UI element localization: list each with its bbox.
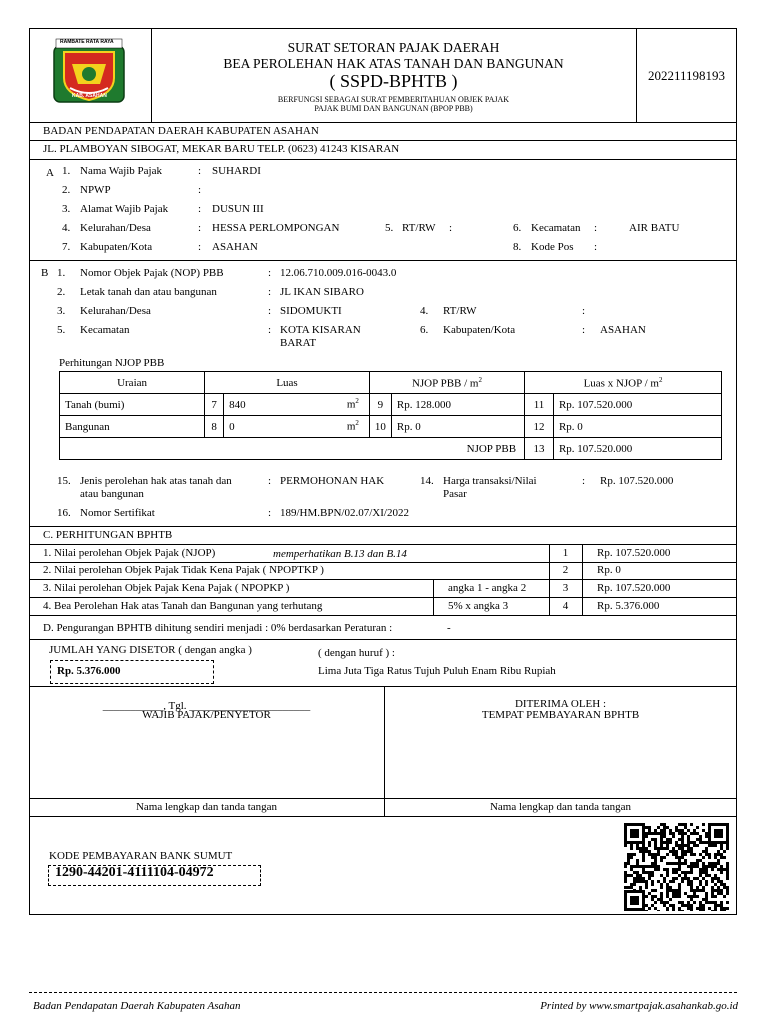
cell-number: 13 (525, 438, 554, 460)
divider (29, 526, 737, 527)
item-number: 3. (57, 305, 66, 317)
taxpayer-village: HESSA PERLOMPONGAN (212, 222, 340, 234)
receiver-signature-caption: Nama lengkap dan tanda tangan (489, 801, 632, 813)
npoptkp-value: Rp. 0 (597, 564, 621, 576)
cell-number: 12 (525, 416, 554, 438)
item-number: 7. (62, 241, 71, 253)
taxpayer-name: SUHARDI (212, 165, 261, 177)
property-village: SIDOMUKTI (280, 305, 342, 317)
cell-number: 2 (562, 564, 569, 576)
amount-value: Rp. 5.376.000 (57, 665, 121, 677)
item-number: 8. (513, 241, 522, 253)
field-label: Kelurahan/Desa (80, 222, 151, 234)
transaction-value: Rp. 107.520.000 (600, 475, 674, 487)
property-district-cont: BARAT (280, 337, 317, 349)
cell-number: 11 (525, 394, 554, 416)
cell-number: 1 (562, 547, 569, 559)
form-subtitle-1: BERFUNGSI SEBAGAI SURAT PEMBERITAHUAN OBJEK PAJAK (277, 95, 510, 104)
logo-top-text: RAMBATE RATA RAYA (60, 39, 114, 45)
divider (29, 544, 737, 545)
land-area: 840 $m^2$ (224, 394, 370, 416)
njop-table (59, 371, 722, 460)
taxpayer-regency: ASAHAN (212, 241, 258, 253)
item-number: 15. (57, 475, 71, 487)
taxpayer-district: AIR BATU (629, 222, 680, 234)
field-label: atau bangunan (80, 488, 144, 500)
field-label: RT/RW (443, 305, 477, 317)
col-header: Uraian (60, 372, 205, 394)
colon: : (198, 165, 202, 177)
table-header-row (60, 372, 722, 394)
amount-label: JUMLAH YANG DISETOR ( dengan angka ) (49, 644, 252, 656)
njop-total: Rp. 107.520.000 (553, 438, 721, 460)
section-d-text: D. Pengurangan BPHTB dihitung sendiri menjadi : 0% berdasarkan Peraturan : (43, 622, 393, 634)
footer-agency: Badan Pendapatan Daerah Kabupaten Asahan (33, 1000, 241, 1012)
field-label: Harga transaksi/Nilai (443, 475, 537, 487)
row-label: Tanah (bumi) (60, 394, 205, 416)
land-total: Rp. 107.520.000 (553, 394, 721, 416)
divider (29, 816, 737, 817)
col-header: NJOP PBB / $m^2$ (369, 372, 524, 394)
agency-address: JL. PLAMBOYAN SIBOGAT, MEKAR BARU TELP. (0623) 41243 KISARAN (43, 143, 400, 155)
bphtb-row-label: 2. Nilai perolehan Objek Pajak Tidak Kena Pajak ( NPOPTKP ) (43, 564, 324, 576)
divider (29, 686, 737, 687)
item-number: 16. (57, 507, 71, 519)
date-line: ___________, Tgl. ______________________ (102, 700, 311, 712)
divider (582, 544, 583, 615)
building-area: 0 $m^2$ (224, 416, 370, 438)
taxpayer-signature-title: WAJIB PAJAK/PENYETOR (142, 709, 271, 721)
item-number: 1. (62, 165, 71, 177)
field-label: Kelurahan/Desa (80, 305, 151, 317)
item-number: 2. (62, 184, 71, 196)
field-label: Jenis perolehan hak atas tanah dan (80, 475, 232, 487)
form-subtitle-2: PAJAK BUMI DAN BANGUNAN (BPOP PBB) (314, 104, 473, 113)
colon: : (268, 324, 272, 336)
bphtb-due-value: Rp. 5.376.000 (597, 600, 660, 612)
field-label: Alamat Wajib Pajak (80, 203, 169, 215)
building-njop: Rp. 0 (391, 416, 524, 438)
divider (29, 140, 737, 141)
amount-words-label: ( dengan huruf ) : (318, 647, 395, 659)
field-label: RT/RW (402, 222, 436, 234)
nop-value: 12.06.710.009.016-0043.0 (280, 267, 397, 279)
colon: : (582, 475, 586, 487)
colon: : (198, 184, 202, 196)
colon: : (268, 267, 272, 279)
bank-payment-code: 1290-44201-4111104-04972 (55, 865, 214, 880)
bphtb-row-label: 1. Nilai perolehan Objek Pajak (NJOP) (43, 547, 216, 559)
col-header: Luas (205, 372, 370, 394)
colon: : (268, 475, 272, 487)
colon: : (449, 222, 453, 234)
item-number: 5. (57, 324, 66, 336)
form-title-sub: BEA PEROLEHAN HAK ATAS TANAH DAN BANGUNAN (223, 56, 564, 71)
field-label: Kode Pos (531, 241, 574, 253)
field-label: Nama Wajib Pajak (80, 165, 163, 177)
item-number: 6. (513, 222, 522, 234)
field-label: Pasar (443, 488, 467, 500)
receiver-title: DITERIMA OLEH : (514, 698, 607, 710)
field-label: NPWP (80, 184, 111, 196)
property-location: JL IKAN SIBARO (280, 286, 364, 298)
item-number: 3. (62, 203, 71, 215)
cell-number: 8 (205, 416, 224, 438)
taxpayer-signature-caption: Nama lengkap dan tanda tangan (135, 801, 278, 813)
bank-code-label: KODE PEMBAYARAN BANK SUMUT (49, 850, 233, 862)
item-number: 1. (57, 267, 66, 279)
field-label: Kecamatan (531, 222, 581, 234)
cell-number: 3 (562, 582, 569, 594)
cell-number: 9 (369, 394, 391, 416)
section-a-letter: A (46, 167, 54, 179)
colon: : (198, 241, 202, 253)
table-row (60, 416, 722, 438)
row-label: NJOP PBB (60, 438, 525, 460)
receiver-subtitle: TEMPAT PEMBAYARAN BPHTB (481, 709, 640, 721)
item-number: 5. (385, 222, 394, 234)
colon: : (198, 222, 202, 234)
divider (29, 579, 737, 580)
bphtb-row-note: memperhatikan B.13 dan B.14 (273, 548, 407, 560)
section-b-letter: B (41, 267, 49, 279)
table-row (60, 394, 722, 416)
field-label: Kabupaten/Kota (80, 241, 153, 253)
agency-name: BADAN PENDAPATAN DAERAH KABUPATEN ASAHAN (43, 125, 319, 137)
njop-calc-label: Perhitungan NJOP PBB (59, 357, 165, 369)
taxpayer-address: DUSUN III (212, 203, 264, 215)
reduction-regulation: - (447, 622, 451, 634)
table-row (60, 438, 722, 460)
divider (29, 798, 737, 799)
form-title: SURAT SETORAN PAJAK DAERAH (287, 40, 500, 55)
logo-bottom-text: KAB. ASAHAN (72, 93, 107, 99)
bphtb-row-formula: 5% x angka 3 (448, 600, 509, 612)
land-njop: Rp. 128.000 (391, 394, 524, 416)
document-number: 202211198193 (647, 68, 726, 83)
footer-printed-by: Printed by www.smartpajak.asahankab.go.id (540, 1000, 738, 1012)
divider (29, 615, 737, 616)
certificate-number: 189/HM.BPN/02.07/XI/2022 (280, 507, 409, 519)
property-district: KOTA KISARAN (280, 324, 361, 336)
divider (29, 597, 737, 598)
amount-words: Lima Juta Tiga Ratus Tujuh Puluh Enam Ribu Rupiah (318, 665, 556, 677)
njop-value: Rp. 107.520.000 (597, 547, 671, 559)
col-header: Luas x NJOP / $m^2$ (525, 372, 722, 394)
colon: : (268, 286, 272, 298)
divider (29, 122, 737, 123)
item-number: 2. (57, 286, 66, 298)
divider (29, 260, 737, 261)
item-number: 4. (62, 222, 71, 234)
section-c-title: C. PERHITUNGAN BPHTB (43, 529, 173, 541)
field-label: Nomor Objek Pajak (NOP) PBB (80, 267, 224, 279)
divider (433, 579, 434, 615)
divider (29, 639, 737, 640)
cell-number: 10 (369, 416, 391, 438)
bphtb-row-formula: angka 1 - angka 2 (448, 582, 527, 594)
bphtb-row-label: 3. Nilai perolehan Objek Pajak Kena Pajak ( NPOPKP ) (43, 582, 290, 594)
colon: : (198, 203, 202, 215)
building-total: Rp. 0 (553, 416, 721, 438)
field-label: Kecamatan (80, 324, 130, 336)
acquisition-type: PERMOHONAN HAK (280, 475, 385, 487)
item-number: 14. (420, 475, 434, 487)
property-regency: ASAHAN (600, 324, 646, 336)
colon: : (582, 305, 586, 317)
npopkp-value: Rp. 107.520.000 (597, 582, 671, 594)
item-number: 4. (420, 305, 429, 317)
cell-number: 7 (205, 394, 224, 416)
bphtb-row-label: 4. Bea Perolehan Hak atas Tanah dan Bangunan yang terhutang (43, 600, 323, 612)
divider (29, 562, 737, 563)
cut-line (29, 992, 737, 993)
colon: : (268, 507, 272, 519)
divider (29, 159, 737, 160)
colon: : (268, 305, 272, 317)
colon: : (594, 222, 598, 234)
field-label: Letak tanah dan atau bangunan (80, 286, 217, 298)
colon: : (594, 241, 598, 253)
form-code: ( SSPD-BPHTB ) (329, 71, 458, 91)
field-label: Kabupaten/Kota (443, 324, 516, 336)
cell-number: 4 (562, 600, 569, 612)
qr-code (624, 823, 729, 911)
row-label: Bangunan (60, 416, 205, 438)
item-number: 6. (420, 324, 429, 336)
colon: : (582, 324, 586, 336)
form-frame (29, 28, 737, 915)
field-label: Nomor Sertifikat (80, 507, 155, 519)
